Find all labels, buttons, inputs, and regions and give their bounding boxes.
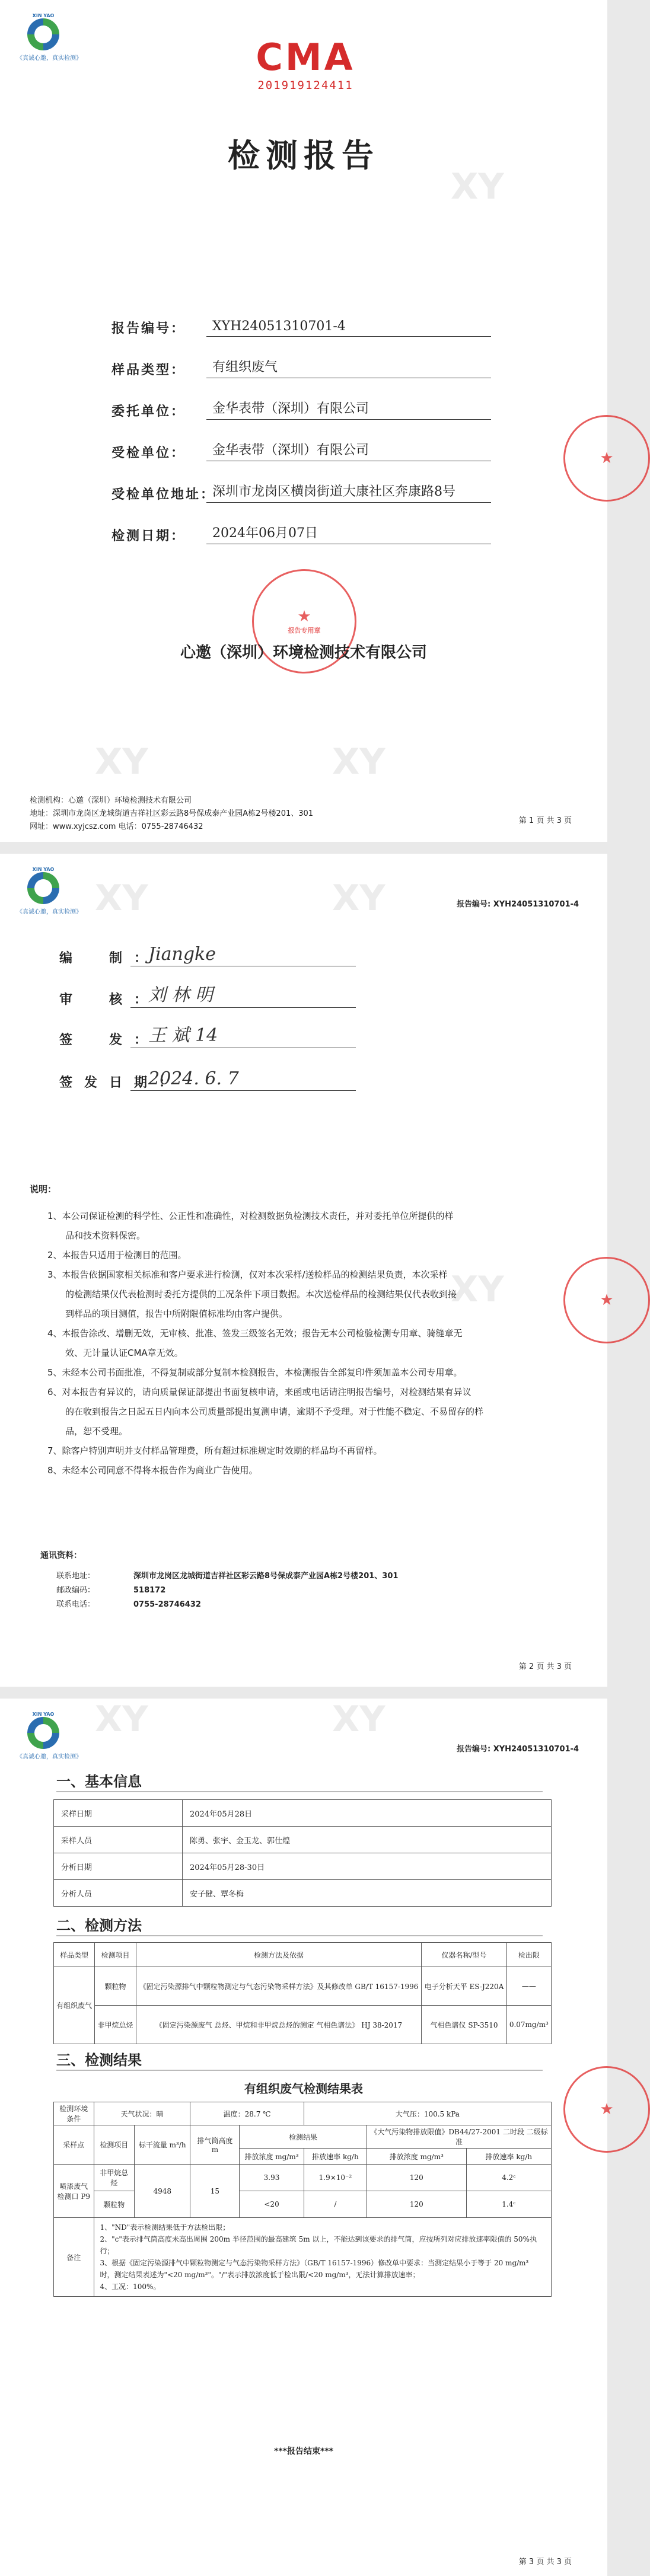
section-results: 三、检测结果 [56, 2048, 142, 2069]
contact-value: 518172 [133, 1586, 166, 1595]
seam-seal [563, 1257, 650, 1343]
info-row [111, 420, 491, 461]
logo-badge-icon [27, 18, 59, 50]
info-row [111, 295, 491, 337]
table-header-cell: 标干流量 m³/h [134, 2125, 190, 2165]
signature-label: 签发日期： [59, 1075, 184, 1090]
cma-mark [252, 36, 359, 92]
logo-brand: XIN YAO [32, 1712, 55, 1717]
report-number: 报告编号: XYH24051310701-4 [457, 1745, 579, 1754]
table-header-cell: 检测结果 [240, 2125, 367, 2149]
remark-line: 1、"ND"表示检测结果低于方法检出限； [100, 2223, 230, 2232]
contact-value: 0755-28746432 [133, 1600, 201, 1609]
table-header-cell: 排气筒高度 m [190, 2125, 240, 2165]
contact-row [56, 1598, 398, 1612]
table-row [54, 1880, 552, 1907]
table-row [54, 1800, 552, 1827]
table-row [54, 1827, 552, 1853]
watermark: XY [95, 741, 148, 783]
table-row [54, 1853, 552, 1880]
note-line: 7、除客户特别声明并支付样品管理费，所有超过标准规定时效期的样品均不再留样。 [47, 1445, 383, 1456]
info-row [111, 503, 491, 544]
table-header-cell: 仪器名称/型号 [422, 1943, 506, 1967]
info-row [111, 461, 491, 503]
table-cell: 气相色谱仪 SP-3510 [422, 2006, 506, 2044]
table-cell: 非甲烷总烃 [95, 2006, 136, 2044]
cma-number: 201919124411 [257, 79, 353, 92]
info-row [111, 378, 491, 420]
table-cell: 天气状况：晴 [94, 2102, 190, 2125]
methods-table [53, 1942, 552, 2044]
info-label: 报告编号： [111, 321, 186, 336]
watermark: XY [451, 166, 504, 208]
table-cell: 颗粒物 [95, 1967, 136, 2006]
signature-row [59, 1055, 356, 1091]
table-cell: 检测环境条件 [54, 2102, 94, 2125]
cma-logo-text: CMA [256, 36, 355, 79]
handwritten-signature: 刘 林 明 [148, 985, 214, 1005]
signature-line [130, 942, 356, 966]
remark-line: 2、"c"表示排气筒高度未高出周围 200m 半径范围的最高建筑 5m 以上，不能达到该要求的排气筒，应按所列对应排放速率限值的 50%执行； [100, 2235, 537, 2255]
seal-star-icon: ★ [297, 608, 311, 625]
results-table [53, 2102, 552, 2297]
logo-tagline: 《真诚心邀，真实检测》 [17, 55, 82, 62]
basic-info-table [53, 1799, 552, 1907]
signature-label: 签 发： [59, 1033, 160, 1048]
remark-line: 3、根据《固定污染源排气中颗粒物测定与气态污染物采样方法》（GB/T 16157-1996）修改单中要求：当测定结果小于等于 20 mg/m³ 时，测定结果表述为"<20 mg/m³"。"/"表示排放浓度低于检出限/<20 mg/m³，无法计算排放速率； [100, 2259, 529, 2279]
table-cell: 4.2ᶜ [466, 2165, 551, 2191]
table-cell: 有组织废气 [54, 1967, 95, 2044]
logo-brand: XIN YAO [32, 867, 55, 872]
table-cell: 3.93 [240, 2165, 304, 2191]
remark-line: 4、工况：100%。 [100, 2283, 161, 2291]
table-header-cell: 排放速率 kg/h [466, 2149, 551, 2165]
note-line: 品，恕不受理。 [47, 1426, 128, 1437]
table-header-cell: 检测项目 [94, 2125, 134, 2165]
table-cell: —— [506, 1967, 551, 2006]
table-header-row [54, 1943, 552, 1967]
logo-brand: XIN YAO [32, 13, 55, 18]
report-number: 报告编号: XYH24051310701-4 [457, 900, 579, 909]
seal-star-icon: ★ [600, 2101, 614, 2118]
table-cell: 2024年05月28-30日 [183, 1853, 552, 1880]
table-cell: 1.9×10⁻² [304, 2165, 367, 2191]
seal-text: 报告专用章 [288, 627, 321, 634]
seam-seal [563, 415, 650, 502]
table-row [54, 2165, 552, 2191]
contact-list [56, 1569, 398, 1612]
signature-line [130, 1024, 356, 1048]
note-line: 5、未经本公司书面批准，不得复制或部分复制本检测报告，本检测报告全部复印件须加盖本公司专用章。 [47, 1367, 463, 1378]
table-cell: 0.07mg/m³ [506, 2006, 551, 2044]
watermark: XY [332, 1699, 385, 1740]
page-number: 第 3 页 共 3 页 [518, 2558, 572, 2567]
signature-row [59, 1013, 356, 1048]
table-header-cell: 样品类型 [54, 1943, 95, 1967]
notes-list [47, 1206, 569, 1480]
table-cell: 采样人员 [54, 1827, 183, 1853]
handwritten-signature: 王 斌 14 [148, 1025, 218, 1046]
info-label: 检测日期： [111, 529, 186, 544]
watermark: XY [332, 741, 385, 783]
info-value: 深圳市龙岗区横岗街道大康社区奔康路8号 [206, 481, 491, 503]
contact-key: 邮政编码： [56, 1586, 95, 1595]
info-value: 2024年06月07日 [206, 523, 491, 544]
note-line: 1、本公司保证检测的科学性、公正性和准确性，对检测数据负检测技术责任，并对委托单位所提供的样 [47, 1211, 454, 1221]
watermark: XY [332, 877, 385, 919]
table-row [54, 2218, 552, 2297]
signature-label: 审 核： [59, 992, 160, 1007]
table-header-cell: 排放浓度 mg/m³ [240, 2149, 304, 2165]
table-cell: 颗粒物 [94, 2191, 134, 2218]
note-line: 6、对本报告有异议的，请向质量保证部提出书面复核申请，来函或电话请注明报告编号，对检测结果有异议 [47, 1387, 471, 1397]
contact-row [56, 1569, 398, 1584]
table-cell: 采样日期 [54, 1800, 183, 1827]
report-title: 检测报告 [228, 137, 380, 174]
table-header-cell: 检出限 [506, 1943, 551, 1967]
table-row [54, 2191, 552, 2218]
footer-line: 地址：深圳市龙岗区龙城街道吉祥社区彩云路8号保成泰产业园A栋2号楼201、301 [30, 809, 314, 818]
logo-badge-icon [27, 1717, 59, 1749]
logo-tagline: 《真诚心邀，真实检测》 [17, 1754, 82, 1760]
footer-line: 检测机构：心邀（深圳）环境检测技术有限公司 [30, 796, 192, 805]
section-methods: 二、检测方法 [56, 1914, 142, 1935]
page-number: 第 1 页 共 3 页 [518, 816, 572, 825]
info-value: 金华表带（深圳）有限公司 [206, 398, 491, 420]
contact-key: 联系地址： [56, 1572, 95, 1581]
table-cell: 1.4ᶜ [466, 2191, 551, 2218]
table-row [54, 2006, 552, 2044]
report-page-2 [0, 854, 614, 1687]
signature-row [59, 972, 356, 1008]
info-label: 受检单位： [111, 446, 186, 461]
info-value: XYH24051310701-4 [206, 319, 491, 337]
handwritten-signature: 2024. 6. 7 [148, 1068, 239, 1089]
report-page-1 [0, 0, 614, 842]
table-cell: 安子健、覃冬梅 [183, 1880, 552, 1907]
contact-title: 通讯资料： [40, 1551, 82, 1560]
note-line: 2、本报告只适用于检测目的范围。 [47, 1250, 187, 1260]
signature-row [59, 931, 356, 966]
report-end: ***报告结束*** [274, 2447, 333, 2456]
seal-star-icon: ★ [600, 1291, 614, 1309]
company-logo [17, 1712, 82, 1760]
results-table-title: 有组织废气检测结果表 [244, 2082, 363, 2096]
table-cell: 120 [367, 2165, 467, 2191]
signature-line [130, 1067, 356, 1091]
watermark: XY [95, 877, 148, 919]
info-row [111, 337, 491, 378]
contact-key: 联系电话： [56, 1600, 95, 1609]
table-header-cell: 排放浓度 mg/m³ [367, 2149, 467, 2165]
table-cell: <20 [240, 2191, 304, 2218]
table-cell: 喷漆废气检测口 P9 [54, 2165, 94, 2218]
watermark: XY [95, 1699, 148, 1740]
footer-contact [30, 794, 313, 834]
table-header-cell: 检测项目 [95, 1943, 136, 1967]
table-cell: 《固定污染源废气 总烃、甲烷和非甲烷总烃的测定 气相色谱法》 HJ 38-2017 [136, 2006, 422, 2044]
info-label: 委托单位： [111, 404, 186, 419]
table-cell: 2024年05月28日 [183, 1800, 552, 1827]
note-line: 的检测结果仅代表检测时委托方提供的工况条件下项目数据。本次送检样品的检测结果仅代表收到接 [47, 1289, 457, 1300]
company-logo [17, 13, 82, 62]
note-line: 8、未经本公司同意不得将本报告作为商业广告使用。 [47, 1465, 258, 1476]
table-cell: / [304, 2191, 367, 2218]
footer-line: 网址：www.xyjcsz.com 电话：0755-28746432 [30, 822, 203, 831]
table-cell: 15 [190, 2165, 240, 2218]
table-header-cell: 检测方法及依据 [136, 1943, 422, 1967]
section-basic-info: 一、基本信息 [56, 1770, 142, 1790]
table-cell: 陈勇、张宇、金玉龙、郭仕煌 [183, 1827, 552, 1853]
info-label: 受检单位地址： [111, 487, 216, 502]
table-cell: 120 [367, 2191, 467, 2218]
table-cell: 温度：28.7 ℃ [190, 2102, 304, 2125]
note-line: 4、本报告涂改、增删无效，无审核、批准、签发三级签名无效；报告无本公司检验检测专用章、骑缝章无 [47, 1328, 463, 1339]
seal-star-icon: ★ [600, 449, 614, 467]
company-logo [17, 867, 82, 915]
signature-line [130, 984, 356, 1008]
table-header-cell: 排放速率 kg/h [304, 2149, 367, 2165]
table-header-cell: 《大气污染物排放限值》DB44/27-2001 二时段 二级标准 [367, 2125, 552, 2149]
note-line: 到样品的项目测值，报告中所附限值标准均由客户提供。 [47, 1308, 288, 1319]
note-line: 效、无计量认证CMA章无效。 [47, 1348, 183, 1358]
note-line: 品和技术资料保密。 [47, 1230, 146, 1241]
table-header-cell: 采样点 [54, 2125, 94, 2165]
watermark: XY [451, 1269, 504, 1310]
remarks-cell [94, 2218, 552, 2297]
company-name: 心邀（深圳）环境检测技术有限公司 [180, 644, 427, 662]
info-label: 样品类型： [111, 363, 186, 378]
notes-title: 说明： [30, 1184, 57, 1195]
info-value: 金华表带（深圳）有限公司 [206, 440, 491, 461]
table-cell: 分析日期 [54, 1853, 183, 1880]
contact-row [56, 1584, 398, 1598]
table-cell: 《固定污染源排气中颗粒物测定与气态污染物采样方法》及其修改单 GB/T 16157-1996 [136, 1967, 422, 2006]
note-line: 的在收到报告之日起五日内向本公司质量部提出复测申请，逾期不予受理。对于性能不稳定、不易留存的样 [47, 1406, 484, 1417]
table-row [54, 1967, 552, 2006]
table-cell: 非甲烷总烃 [94, 2165, 134, 2191]
logo-badge-icon [27, 872, 59, 904]
logo-tagline: 《真诚心邀，真实检测》 [17, 909, 82, 915]
table-cell: 分析人员 [54, 1880, 183, 1907]
table-cell: 大气压：100.5 kPa [304, 2102, 551, 2125]
note-line: 3、本报告依据国家相关标准和客户要求进行检测，仅对本次采样/送检样品的检测结果负责，本次采样 [47, 1269, 448, 1280]
table-cell: 电子分析天平 ES-J220A [422, 1967, 506, 2006]
table-cell: 备注 [54, 2218, 94, 2297]
page-number: 第 2 页 共 3 页 [518, 1662, 572, 1671]
table-row [54, 2102, 552, 2125]
contact-value: 深圳市龙岗区龙城街道吉祥社区彩云路8号保成泰产业园A栋2号楼201、301 [133, 1572, 399, 1581]
handwritten-signature: Jiangke [148, 944, 216, 965]
info-value: 有组织废气 [206, 357, 491, 378]
table-header-row [54, 2125, 552, 2149]
table-cell: 4948 [134, 2165, 190, 2218]
report-info-list [111, 295, 491, 544]
signature-label: 编 制： [59, 951, 160, 966]
